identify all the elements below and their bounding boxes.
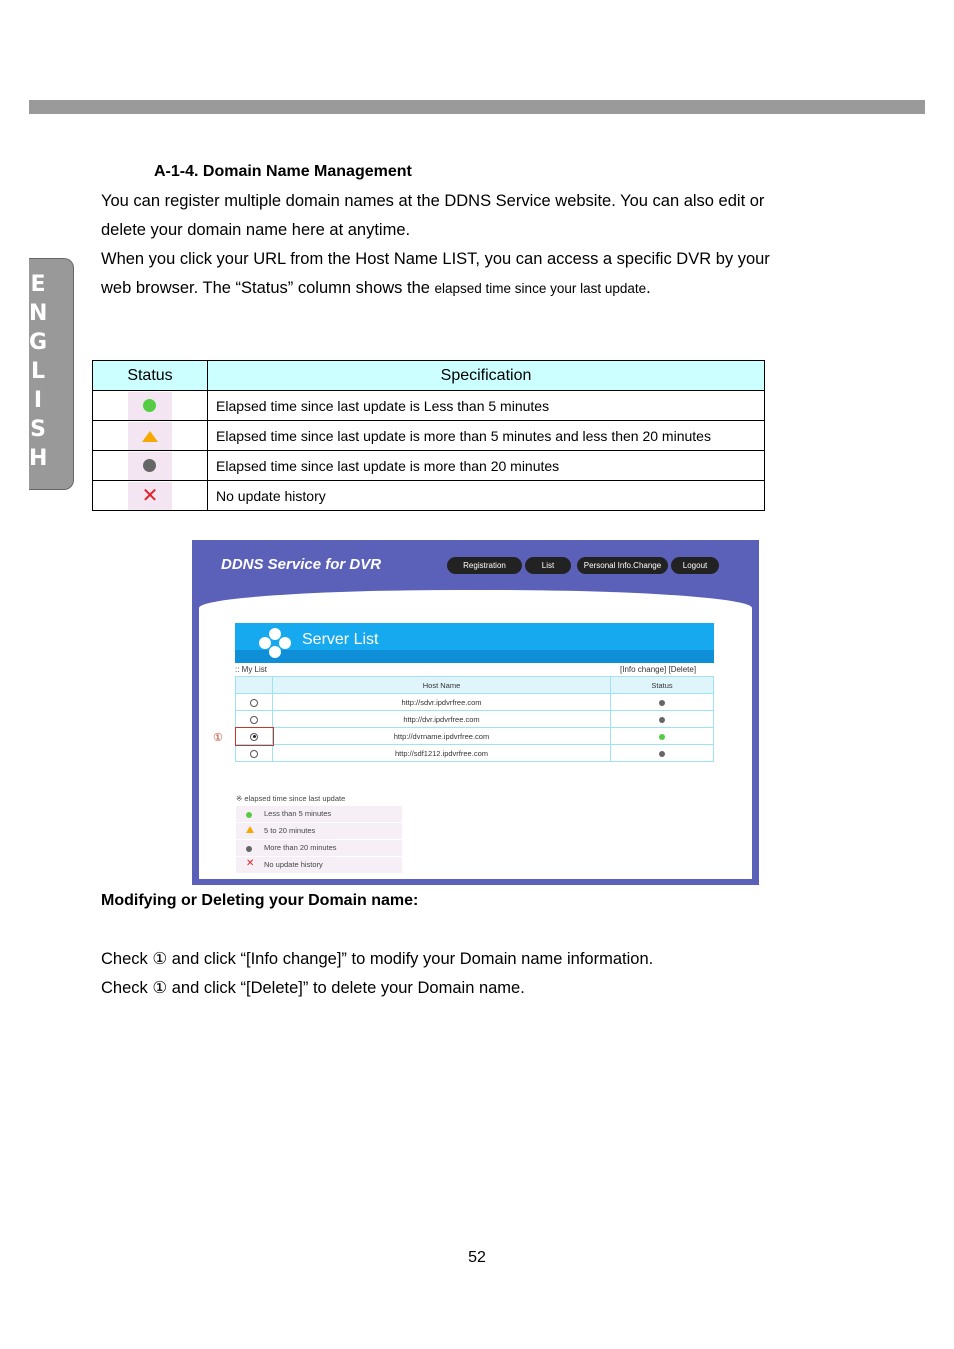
table-row xyxy=(93,451,765,481)
status-cell xyxy=(93,391,208,421)
table-row xyxy=(236,711,714,728)
instruction-line: Check ① and click “[Delete]” to delete your Domain name. xyxy=(101,979,525,997)
table-row xyxy=(236,694,714,711)
intro-line-small-text: elapsed time since your last update xyxy=(434,281,647,296)
green-dot-icon xyxy=(246,812,252,818)
table-row xyxy=(236,745,714,762)
list-button[interactable]: List xyxy=(525,557,571,574)
gray-dot-icon xyxy=(659,717,665,723)
gray-dot-icon xyxy=(659,700,665,706)
server-list-table xyxy=(235,676,714,762)
legend-label: Less than 5 minutes xyxy=(264,809,332,818)
side-tab-letter: L xyxy=(30,359,46,384)
intro-line xyxy=(101,278,651,299)
intro-line-end: . xyxy=(646,279,651,297)
status-header: Status xyxy=(611,677,714,694)
spec-cell: Elapsed time since last update is Less than 5 minutes xyxy=(208,391,765,421)
header-bar xyxy=(29,100,925,114)
spec-cell: Elapsed time since last update is more than 20 minutes xyxy=(208,451,765,481)
my-list-label: :: My List xyxy=(235,665,268,674)
spec-cell: Elapsed time since last update is more than 5 minutes and less then 20 minutes xyxy=(208,421,765,451)
server-list-title: Server List xyxy=(302,631,379,648)
gray-dot-icon xyxy=(143,459,156,472)
red-x-icon: ✕ xyxy=(246,858,255,869)
page-number: 52 xyxy=(468,1249,486,1266)
host-link[interactable]: http://sdvr.ipdvrfree.com xyxy=(273,694,611,711)
modify-title: Modifying or Deleting your Domain name: xyxy=(101,892,419,909)
side-tab-letter: H xyxy=(29,446,48,471)
intro-line: When you click your URL from the Host Name LIST, you can access a specific DVR by your xyxy=(101,250,770,268)
intro-line: delete your domain name here at anytime. xyxy=(101,221,411,239)
legend-row xyxy=(236,823,402,839)
legend-title: ※ elapsed time since last update xyxy=(236,794,346,803)
legend-label: More than 20 minutes xyxy=(264,843,337,852)
status-spec-table xyxy=(92,360,765,511)
selection-marker: ① xyxy=(213,732,223,744)
clover-logo-icon xyxy=(257,626,293,660)
legend-row xyxy=(236,806,402,822)
section-title: A-1-4. Domain Name Management xyxy=(154,163,412,180)
instruction-line: Check ① and click “[Info change]” to modify your Domain name information. xyxy=(101,950,654,968)
legend-row xyxy=(236,857,402,873)
host-link[interactable]: http://dvr.ipdvrfree.com xyxy=(273,711,611,728)
table-row xyxy=(93,481,765,511)
legend-label: 5 to 20 minutes xyxy=(264,826,316,835)
side-tab-letter: I xyxy=(33,388,43,413)
host-link[interactable]: http://sdf1212.ipdvrfree.com xyxy=(273,745,611,762)
row-radio[interactable] xyxy=(250,750,258,758)
ddns-screenshot xyxy=(192,540,759,885)
green-dot-icon xyxy=(143,399,156,412)
spec-header: Specification xyxy=(208,361,765,391)
host-name-header: Host Name xyxy=(273,677,611,694)
registration-button[interactable]: Registration xyxy=(447,557,522,574)
ddns-title: DDNS Service for DVR xyxy=(221,556,382,573)
status-cell xyxy=(93,421,208,451)
spec-cell: No update history xyxy=(208,481,765,511)
gray-dot-icon xyxy=(659,751,665,757)
language-side-tab xyxy=(29,258,74,490)
intro-line-text: web browser. The “Status” column shows the xyxy=(101,279,435,297)
row-radio-selected[interactable] xyxy=(250,733,258,741)
red-x-icon: ✕ xyxy=(141,484,159,507)
legend-label: No update history xyxy=(264,860,323,869)
row-radio[interactable] xyxy=(250,716,258,724)
personal-info-change-button[interactable]: Personal Info.Change xyxy=(577,557,668,574)
info-change-delete-links[interactable]: [Info change] [Delete] xyxy=(620,665,697,674)
side-tab-letter: E xyxy=(30,272,46,297)
side-tab-letter: N xyxy=(29,301,48,326)
server-list-header xyxy=(235,623,714,663)
list-header-row xyxy=(236,677,714,694)
table-row xyxy=(236,728,714,745)
logout-button[interactable]: Logout xyxy=(671,557,719,574)
legend-row xyxy=(236,840,402,856)
intro-line: You can register multiple domain names at the DDNS Service website. You can also edit or xyxy=(101,192,765,210)
status-cell xyxy=(93,451,208,481)
table-row xyxy=(93,391,765,421)
row-radio[interactable] xyxy=(250,699,258,707)
status-cell xyxy=(93,481,208,511)
status-header: Status xyxy=(93,361,208,391)
host-link[interactable]: http://dvrname.ipdvrfree.com xyxy=(273,728,611,745)
side-tab-letter: S xyxy=(30,417,46,442)
orange-triangle-icon xyxy=(142,431,158,442)
gray-dot-icon xyxy=(246,846,252,852)
side-tab-letter: G xyxy=(29,330,48,355)
green-dot-icon xyxy=(659,734,665,740)
table-header-row xyxy=(93,361,765,391)
orange-triangle-icon xyxy=(246,826,254,833)
table-row xyxy=(93,421,765,451)
